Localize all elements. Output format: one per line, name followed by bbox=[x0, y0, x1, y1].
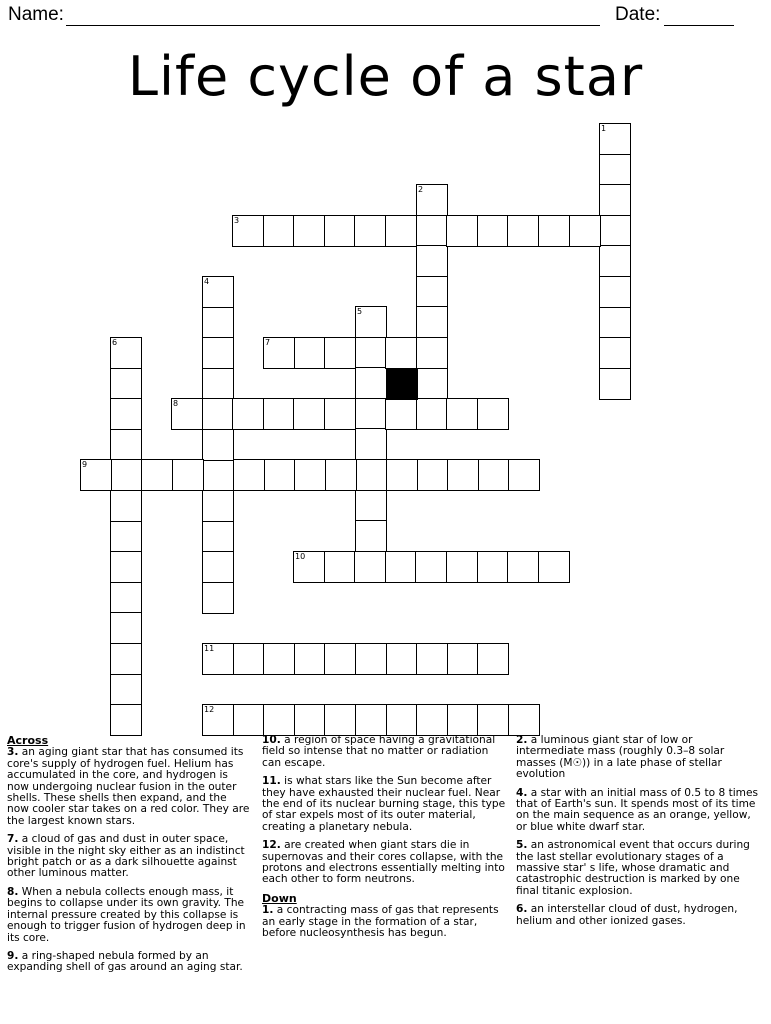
grid-cell[interactable] bbox=[202, 429, 234, 461]
grid-cell[interactable] bbox=[416, 704, 448, 736]
clues-column-3 bbox=[516, 735, 762, 934]
clue-across-11: 11. is what stars like the Sun become after they have exhausted their nuclear fuel. Near the end of its nuclear burning stage, this type of star expels most of its outer material, creating a planetary nebula. bbox=[262, 775, 506, 833]
grid-cell[interactable] bbox=[202, 490, 234, 522]
grid-cell[interactable] bbox=[354, 551, 386, 583]
grid-cell[interactable] bbox=[355, 520, 387, 552]
grid-cell[interactable] bbox=[599, 123, 631, 155]
grid-cell[interactable] bbox=[202, 368, 234, 400]
grid-cell[interactable] bbox=[507, 551, 539, 583]
grid-cell[interactable] bbox=[233, 459, 265, 491]
grid-cell[interactable] bbox=[263, 643, 295, 675]
grid-cell[interactable] bbox=[202, 704, 234, 736]
grid-cell[interactable] bbox=[508, 459, 540, 491]
grid-cell[interactable] bbox=[355, 459, 387, 491]
grid-cell[interactable] bbox=[355, 367, 387, 399]
grid-cell[interactable] bbox=[416, 245, 448, 277]
grid-cell[interactable] bbox=[355, 704, 387, 736]
grid-cell[interactable] bbox=[415, 551, 447, 583]
grid-cell[interactable] bbox=[599, 215, 631, 247]
grid-cell[interactable] bbox=[293, 398, 325, 430]
clue-number-8: 8 bbox=[173, 399, 179, 408]
date-label: Date: bbox=[615, 4, 661, 25]
grid-cell[interactable] bbox=[202, 337, 234, 369]
grid-cell[interactable] bbox=[263, 398, 295, 430]
grid-cell[interactable] bbox=[294, 459, 326, 491]
grid-cell[interactable] bbox=[233, 704, 265, 736]
grid-cell[interactable] bbox=[355, 306, 387, 338]
grid-cell[interactable] bbox=[263, 337, 295, 369]
grid-cell[interactable] bbox=[324, 704, 356, 736]
grid-cell[interactable] bbox=[324, 551, 356, 583]
grid-cell[interactable] bbox=[599, 276, 631, 308]
grid-cell[interactable] bbox=[324, 398, 356, 430]
grid-cell[interactable] bbox=[599, 337, 631, 369]
grid-cell[interactable] bbox=[385, 215, 417, 247]
grid-cell[interactable] bbox=[355, 337, 387, 369]
grid-cell[interactable] bbox=[110, 337, 142, 369]
grid-cell[interactable] bbox=[385, 398, 417, 430]
grid-cell[interactable] bbox=[416, 398, 448, 430]
grid-cell[interactable] bbox=[477, 215, 509, 247]
grid-cell[interactable] bbox=[355, 428, 387, 460]
grid-cell[interactable] bbox=[324, 643, 356, 675]
grid-cell[interactable] bbox=[110, 459, 142, 491]
page-title: Life cycle of a star bbox=[127, 45, 644, 108]
grid-cell[interactable] bbox=[110, 612, 142, 644]
clue-down-2: 2. a luminous giant star of low or intermediate mass (roughly 0.3–8 solar masses (M☉)) in a late phase of stellar evolution bbox=[516, 734, 725, 781]
grid-cell[interactable] bbox=[446, 551, 478, 583]
grid-cell[interactable] bbox=[202, 307, 234, 339]
grid-cell[interactable] bbox=[416, 215, 448, 247]
grid-cell[interactable] bbox=[508, 704, 540, 736]
grid-cell[interactable] bbox=[538, 215, 570, 247]
clue-across-9: 9. a ring-shaped nebula formed by an expanding shell of gas around an aging star. bbox=[7, 949, 243, 974]
grid-cell[interactable] bbox=[110, 490, 142, 522]
clue-number-6: 6 bbox=[112, 338, 118, 347]
grid-cell[interactable] bbox=[171, 398, 203, 430]
clue-across-12: 12. are created when giant stars die in supernovas and their cores collapse, with the protons and electrons essentially melting into each other to form neutrons. bbox=[262, 839, 505, 886]
grid-cell[interactable] bbox=[110, 674, 142, 706]
grid-cell[interactable] bbox=[202, 460, 234, 492]
grid-cell[interactable] bbox=[293, 215, 325, 247]
clues-column-2 bbox=[262, 735, 506, 947]
grid-cell[interactable] bbox=[110, 429, 142, 461]
clues-column-1 bbox=[7, 735, 251, 981]
grid-cell[interactable] bbox=[569, 215, 601, 247]
grid-cell[interactable] bbox=[416, 643, 448, 675]
grid-cell[interactable] bbox=[417, 459, 449, 491]
clue-down-1: 1. a contracting mass of gas that represents an early stage in the formation of a star, before nucleosynthesis has begun. bbox=[262, 904, 499, 940]
grid-cell[interactable] bbox=[324, 337, 356, 369]
grid-cell[interactable] bbox=[110, 582, 142, 614]
grid-cell[interactable] bbox=[202, 521, 234, 553]
grid-cell[interactable] bbox=[538, 551, 570, 583]
grid-cell[interactable] bbox=[110, 704, 142, 736]
clue-across-8: 8. When a nebula collects enough mass, it begins to collapse under its own gravity. The internal pressure created by this collapse is enough to trigger fusion of hydrogen deep in its core. bbox=[7, 885, 246, 944]
grid-cell[interactable] bbox=[477, 551, 509, 583]
clue-number-12: 12 bbox=[204, 705, 215, 714]
grid-cell[interactable] bbox=[325, 459, 357, 491]
grid-cell[interactable] bbox=[110, 643, 142, 675]
grid-cell[interactable] bbox=[385, 551, 417, 583]
clue-number-3: 3 bbox=[234, 216, 240, 225]
grid-cell[interactable] bbox=[202, 551, 234, 583]
grid-cell[interactable] bbox=[141, 459, 173, 491]
grid-cell[interactable] bbox=[477, 643, 509, 675]
grid-cell[interactable] bbox=[110, 398, 142, 430]
grid-cell[interactable] bbox=[293, 551, 325, 583]
grid-cell[interactable] bbox=[355, 643, 387, 675]
grid-cell[interactable] bbox=[386, 459, 418, 491]
name-label: Name: bbox=[8, 4, 64, 25]
clue-across-10: 10. a region of space having a gravitational field so intense that no matter or radiation can escape. bbox=[262, 734, 496, 769]
grid-cell[interactable] bbox=[294, 337, 326, 369]
grid-cell[interactable] bbox=[385, 337, 417, 369]
grid-cell-black bbox=[386, 368, 418, 400]
grid-cell[interactable] bbox=[446, 215, 478, 247]
grid-cell[interactable] bbox=[416, 184, 448, 216]
grid-cell[interactable] bbox=[233, 643, 265, 675]
grid-cell[interactable] bbox=[447, 643, 479, 675]
clue-across-3: 3. an aging giant star that has consumed its core's supply of hydrogen fuel. Helium has accumulated in the core, and hydrogen is now undergoing nuclear fusion in the outer shells. These shells then expand, and the now cooler star takes on a red color. They are the largest known stars. bbox=[7, 746, 250, 827]
grid-cell[interactable] bbox=[416, 306, 448, 338]
clue-number-4: 4 bbox=[204, 277, 210, 286]
grid-cell[interactable] bbox=[202, 398, 234, 430]
grid-cell[interactable] bbox=[294, 704, 326, 736]
grid-cell[interactable] bbox=[110, 368, 142, 400]
grid-cell[interactable] bbox=[599, 245, 631, 277]
grid-cell[interactable] bbox=[263, 215, 295, 247]
clue-down-4: 4. a star with an initial mass of 0.5 to 8 times that of Earth's sun. It spends most of its time on the main sequence as an orange, yellow, or blue white dwarf star. bbox=[516, 786, 759, 833]
grid-cell[interactable] bbox=[478, 459, 510, 491]
grid-cell[interactable] bbox=[172, 459, 204, 491]
across-heading: Across bbox=[7, 734, 49, 747]
clue-down-6: 6. an interstellar cloud of dust, hydrogen, helium and other ionized gases. bbox=[516, 903, 738, 927]
grid-cell[interactable] bbox=[355, 398, 387, 430]
grid-cell[interactable] bbox=[232, 398, 264, 430]
clue-number-2: 2 bbox=[418, 185, 424, 194]
grid-cell[interactable] bbox=[599, 307, 631, 339]
grid-cell[interactable] bbox=[599, 184, 631, 216]
grid-cell[interactable] bbox=[202, 582, 234, 614]
grid-cell[interactable] bbox=[386, 643, 418, 675]
grid-cell[interactable] bbox=[263, 704, 295, 736]
grid-cell[interactable] bbox=[232, 215, 264, 247]
clue-number-11: 11 bbox=[204, 644, 215, 653]
grid-cell[interactable] bbox=[477, 704, 509, 736]
grid-cell[interactable] bbox=[264, 459, 296, 491]
down-heading: Down bbox=[262, 891, 297, 905]
clue-down-5: 5. an astronomical event that occurs during the last stellar evolutionary stages of a massive star' s life, whose dramatic and catastrophic destruction is marked by one final titanic explosion. bbox=[516, 839, 750, 897]
grid-cell[interactable] bbox=[355, 490, 387, 522]
grid-cell[interactable] bbox=[354, 215, 386, 247]
grid-cell[interactable] bbox=[202, 276, 234, 308]
clue-number-1: 1 bbox=[601, 124, 607, 133]
grid-cell[interactable] bbox=[477, 398, 509, 430]
clue-number-9: 9 bbox=[82, 460, 88, 469]
grid-cell[interactable] bbox=[294, 643, 326, 675]
grid-cell[interactable] bbox=[507, 215, 539, 247]
grid-cell[interactable] bbox=[324, 215, 356, 247]
grid-cell[interactable] bbox=[80, 459, 112, 491]
grid-cell[interactable] bbox=[110, 551, 142, 583]
grid-cell[interactable] bbox=[386, 704, 418, 736]
grid-cell[interactable] bbox=[599, 368, 631, 400]
grid-cell[interactable] bbox=[416, 337, 448, 369]
grid-cell[interactable] bbox=[202, 643, 234, 675]
clue-number-10: 10 bbox=[295, 552, 306, 561]
grid-cell[interactable] bbox=[446, 398, 478, 430]
clue-number-7: 7 bbox=[265, 338, 271, 347]
grid-cell[interactable] bbox=[447, 704, 479, 736]
clue-number-5: 5 bbox=[357, 307, 363, 316]
grid-cell[interactable] bbox=[599, 154, 631, 186]
grid-cell[interactable] bbox=[447, 459, 479, 491]
grid-cell[interactable] bbox=[110, 521, 142, 553]
clue-across-7: 7. a cloud of gas and dust in outer space, visible in the night sky either as an indistinct bright patch or as a dark silhouette against other luminous matter. bbox=[7, 833, 245, 880]
grid-cell[interactable] bbox=[416, 368, 448, 400]
grid-cell[interactable] bbox=[416, 276, 448, 308]
